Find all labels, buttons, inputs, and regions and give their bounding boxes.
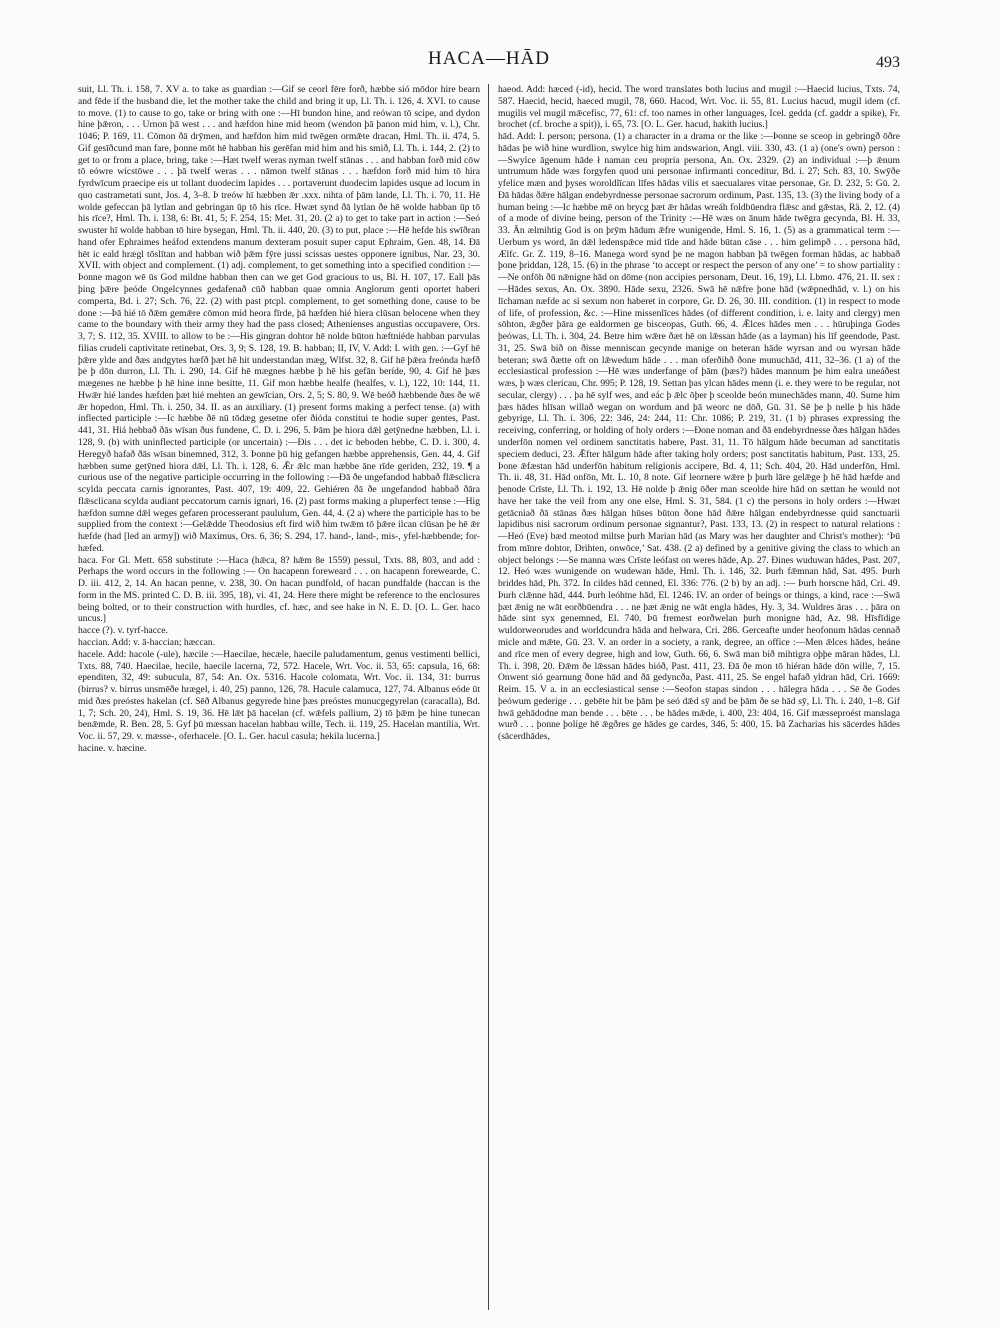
entry-hacele: hacele. Add: hacole (-ule), hæcile :—Haecilae, hecæle, haecile paludamentum, genus vestimenti bellici, Txts. 88, 740. Haecilae, hecile, haecile lacerna, 72, 572. Hacele, Wrt. Voc. ii. 53, 65: capsula, 16, 68: ependiten, 32, 49: subucula, 87, 54: An. Ox. 5316. Hacole colomata, Wrt. Voc. ii. 134, 31: burrus (birrus? v. birrus unsmēðe hrægel, i. 40, 25) panno, 126, 78. Hacule calamuca, 127, 74. Albanus eóde ūt mid ðæs preóstes hakelan (cf. Sēð Albanus gegyrede hine þæs preóstes munucgegyrelan (caracalla), Bd. 1, 7; Sch. 20, 24), Hml. S. 19, 36. Hē lǣt þā hacelan (cf. wǣfels pallium, 2) tō þǣm þe hine tunecan benǣmde, R. Ben. 28, 5. Gyf þū mæssan hacelan habbau wille, Tech. ii. 119, 25. Hacelan mantilia, Wrt. Voc. ii. 57, 29. v. mæsse-, oferhacele. [O. L. Ger. hacul casula; hekila lucerna.] [78,648,480,743]
page-header [78,46,900,74]
entry-hacce: hacce (?). v. tyrf-hacce. [78,625,168,637]
entry-haccian: haccian. Add: v. ā-haccian; hæccan. [78,636,216,648]
entry-habban-continued: suit, Ll. Th. i. 158, 7. XV a. to take as guardian :—Gif se ceorl fēre forð, hæbbe sió mōdor hire bearn and fēde if the husband die, let the mother take the child and bring it up, Ll. Th. i. 126, 4. XVI. to cause to move. (1) to cause to go, take or bring with one :—Hī bundon hine, and reówan tō scipe, and dydon hine þǣron, . . . Urnon þā west . . . and hæfdon hine mid heom (wendon þā þanon mid him, v. l.), Chr. 1046; P. 169, 11. Cōmon ðā drȳmen, and hæfdon him mid twēgen ormǣte dracan, Hml. Th. ii. 474, 5. Gif gesīðcund man fare, þonne mōt hē habban his gerēfan mid him and his smið, Ll. Th. i. 144, 2. (2) to get to or from a place, bring, take :—Hæt twelf weras nyman twelf stānas . . . and habban forð mid cōw tō eówre wícstōwe . . . þā twelf weras . . . nāmon twelf stānas . . . hæfdon forð mid him tō hira fyrdwīcum praecipe eis ut tollant duodecim lapides . . . portaverunt duodecim lapides usque ad locum in quo castrametati sunt, Jos. 4, 3–8. Þ treów hī hæbben ǣr .xxx. nihta of þām lande, Ll. Th. i. 70, 11. Hē wolde gefeccan þā lytlan and gebringan ūp tō his rīce. Hwæt synd ðā lytlan ðe hē wolde habban ūp tō his rīce?, Hml. Th. i. 138, 6: Bt. 41, 5; F. 254, 15: Met. 31, 20. (2 a) to get to take part in action :—Seó swuster hī wolde habban tō hire bysegan, Hml. Th. ii. 440, 20. (3) to put, place :—Hē hefde his swīðran hand ofer Ephraimes heáfod extendens manum dexteram posuit super caput Ephraim, Gen. 48, 14. Ðā hēt ic eald hrægl tōslītan and habban wið þǣm fȳre jussi scissas uestes opponere ignibus, Nar. 23, 30. XVII. with object and complement. (1) adj. complement, to get something into a specified condition :—Þonne magon wē ūs God mildne habban then can we get God gracious to us, Bl. H. 107, 17. Eall þās þing þǣre þeóde Ongelcynnes gedafenað cūð habban quae omnia Anglorum genti oportet haberi comperta, Bd. i. 27; Sch. 76, 22. (2) with past ptcpl. complement, to get something done, cause to be done :—Þā hié tō ðǣm gemǣre cōmon mid heora fīrde, þā hæfden hié hiera clūsan belocene when they came to the boundary with their army they had the pass closed; Athenienses angustias occupavere, Ors. 3, 7; S. 112, 35. XVIII. to allow to be :—His gingran dohtor hē nolde būton hæftniéde habban parvulas filias crudeli captivitate retinebat, Ors. 3, 9; S. 128, 19. B. habban; II, IV, V. Add: I. with gen. :—Gyf hē þǣre ylde and ðæs andgytes hæfð þæt hē hit understandan mæg, Wlfst. 32, 8. Gif hē þǣra freónda hæfð þe þ dōn durron, Ll. Th. i. 290, 14. Gif hē mægnes hæbbe þ hē his gefān beríde, 90, 4. Gif hē þæs mægenes ne hæbbe þ hē hine inne besitte, 11. Gif mon hæbbe healfe (healfes, v. l.), 122, 10: 144, 11. Hwǣr hié landes hæfden þæt hié mehten an gewīcian, Ors. 2, 5; S. 80, 9. Wē beóð hæbbende ðæs ðe wē ǣr hopedon, Hml. Th. i. 250, 34. II. as an auxiliary. (1) present forms making a perfect tense. (a) with inflected participle :—Ic hæbbe ðē nū tōdæg gesetne ofer ðióda constitui te hodie super gentes, Past. 441, 31. Hiá hebbað ðās wīsan ðus fundene, C. D. i. 296, 5. Þām þe hiora dǣl getȳnedne hæbben, Ll. i. 128, 9. (b) with uninflected participle (or uncertain) :—Ðis . . . det ic beboden hebbe, C. D. i. 300, 4. Heregyð hafað ðās wīsan binemned, 312, 3. Þonne þū hig gefangen hæbbe apprehensis, Gen. 44, 4. Gif hæbben sume getȳned hiora dǣl, Ll. Th. i. 128, 6. Ǣr ǣlc man hæbbe āne rīde geriden, 232, 19. ¶ a curious use of the negative participle occurring in the following :—Ðā ðe ungefandod habbað flǣsclicra scylda peccata carnis ignorantes, Past. 407, 19: 409, 22. Gehiéren ðā ðe ungefandod habbað ðāra flǣsclicana scylda audiant peccatorum carnis ignari, 16. (2) past forms making a pluperfect tense :—Hig hæfdon sumne dǣl weges gefaren processerant paululum, Gen. 44, 4. (2 a) where the participle has to be supplied from the context :—Gelǣdde Theodosius eft fird wið him twǣm tō þǣre ilcan clūsan þe hē ǣr hæfde (had [led an army]) wið Maximus, Ors. 6, 36; S. 294, 17. hand-, land-, mis-, yfel-hæbbende; for-hæfed. [78,84,480,554]
entry-had: hād. Add: I. person; persona. (1) a character in a drama or the like :—Þonne se sceop in gebringð ōðre hādas þe wið hine wurdlion, swylce hig him andswarion, Angl. viii. 330, 43. (1 a) (one's own) person :—Swylce āgenum hāde ł naman ceu propria persona, An. Ox. 2329. (2) an individual :—þ ǣnum untrumum hāde wæs forgyfen quod uni personae infirmanti conceditur, Bd. i. 27; Sch. 83, 10. Swȳðe yfelice mæn and þyses woroldlīcan līfes hādas vilis et saecualares vitae personae, Gr. D. 232, 5: Gū. 2. Ðā hādas ðǣre hālgan endebyrdnesse personae sacrorum ordinum, Past. 135, 13. (3) the living body of a human being :—Ic hæbbe mē on brycg þæt ǣr hādas wreáh foldbūendra flǣsc and gǣstas, Rä. 2, 12. (4) of a mode of divine being, person of the Trinity :—Hē wæs on ānum hāde twēgra gecynda, Bl. H. 33, 33. Ān ælmihtig God is on þrȳm hādum ǣfre wunigende, Hml. S. 16, 1. (5) as a grammatical term :—Uerbum ys word, ān dǣl ledenspǣce mid tīde and hāde būtan cāse . . . him gelimpð . . . persona hād, Ælfc. Gr. Z. 119, 8–16. Manega word synd þe ne magon habban þā twēgen forman hādas, ac habbað þone þriddan, 128, 15. (6) in the phrase ‘to accept or respect the person of any one’ = to show partiality :—Ne onfōh ðū nǣnigne hād on dōme (non accipies personam, Deut. 16, 19), Ll. Lbmo. 476, 21. II. sex :—Hādes sexus, An. Ox. 3890. Hāde sexu, 2326. Swā hē nǣfre þone hād (wǣpnedhād, v. l.) on his līchaman næfde ac si sexum non haberet in corpore, Gr. D. 26, 30. III. condition. (1) in respect to mode of life, of profession, &c. :—Hine missenlīces hādes (of different condition, i. e. laity and clergy) men sōhton, ǣgðer þāra ge ealdormen ge bisceopas, Guth. 66, 4. Ǣlces hādes men . . . hūruþinga Godes þeówas, Ll. Th. i. 304, 24. Betre him wǣre ðæt hē on lǣssan hāde (as a layman) his līf geendode, Past. 31, 25. Swā bið on ðisse menniscan gecynde manige on beteran hāde wyrsan and ou wyrsan hāde beteran; swā ðætte oft on lǣwedum hāde . . . man oferðihð ðone munuchād, 411, 32–36. (1 a) of the ecclesiastical profession :—Hē wæs underfange of þām (þæs?) hādes mannum þe him ealra uneáðest wæs, þ wæs clericau, Chr. 995; P. 128, 19. Settan þas ylcan hādes menn (i. e. they were to be regular, not secular, clergy) . . . þa hē sylf wes, and eác þ ǣlc ōþer þ sceolde beón munechādes mann, 40. Sume him þæs hādes hlīsan willað wegan on wordum and þā weorc ne dōð, Gū. 31. Sē þe þ nelle þ his hāde gebyrige, Ll. Th. i. 306, 22: 346, 24: 244, 11: Chr. 1086; P. 219, 31. (1 b) phrases expressing the receiving, conferring, or holding of holy orders :—Ðone noman and ðā endebyrdnesse ðæs hālgan hādes underfōn nomen vel ordinem sanctitatis habere, Past. 31, 11. Tō hālgum hāde becuman ad sanctitatis speciem deduci, 23. Ǣfter hālgum hāde after taking holy orders; post sanctitatis habitum, Past. 133, 25. Þone ǣfæstan hād underfōn habitum religionis accipere, Bd. 4, 11; Sch. 404, 20. Hād underfōn, Hml. Th. ii. 48, 31. Hād onfōn, Mt. L. 10, 8 note. Gif leornere wǣre þ þurh lāre gelǣge þ hē hād hæfde and þenode Crīste, Ll. Th. i. 192, 13. Hē nolde þ ǣnig ōðer man sceolde hire hād on sættan he would not have her take the veil from any one else, Hml. S. 31, 584. (1 c) the persons in holy orders :—Hwæt getācniað ðā stānas ðæs hālgan hūses būton ðone hād ðǣre hālgan endebyrdnesse quid sanctuarii lapidibus nisi sacrorum ordinum personae signantur?, Past. 133, 13. (2) in respect to natural relations :—Heó (Eve) bæd meotod miltse þurh Marian hād (as Mary was her daughter and Christ's mother): ‘Þū from mīnre dohtor, Drihten, onwōce,’ Sat. 438. (2 a) defined by a genitive giving the class to which an object belongs :—Se manna wæs Crīste leófast on weres hāde, Ap. 27. Ðines wuduwan hādes, Past. 207, 12. Heó wæs wunigende on wudewan hāde, Hml. Th. i. 146, 32. Þurh fǣmnan hād, Sat. 495. Þurh briddes hād, Ph. 372. In cildes hād cenned, El. 336: 776. (2 b) by an adj. :— Þurh horscne hād, Cri. 49. Þurh clǣnne hād, 444. Þurh leóhtne hād, El. 1246. IV. an order of beings or things, a kind, race :—Swā þæt ǣnig ne wāt eorðbūendra . . . ne þæt ǣnig ne wāt engla hādes, Hy. 3, 34. Wuldres āras . . . þāra on hāde sint syx genemned, El. 740. Þū fremest eorðwelan þurh monigne hād, Az. 98. Hīsfīdige wuldorweorudes and worldcundra hāda and helwara, Cri. 286. Gerceafte under heofonum hādas cennað micle and mǣte, Gū. 23. V. an order in a society, a rank, degree, an office :—Men ǣlces hādes, heáne and rīce men of every degree, high and low, Guth. 66, 6. Swā man bið mihtigra oþþe māran hādes, Ll. Th. i. 398, 20. Ðǣm ðe lǣssan hādes bióð, Past. 411, 23. Ðā ðe mon tō hiéran hāde dōn wille, 7, 15. Onwent sió gearnung ðone hād and ðā gedyncða, Past. 411, 25. Se engel hafað yldran hād, Cri. 1669: Reim. 15. V a. in an ecclesiastical sense :—Seofon stapas sindon . . . hālegra hāda . . . Sē ðe Godes þeówum gederige . . . gebēte hit be þām þe seó dǣd sȳ and be þām ðe se hād sȳ, Ll. Th. i. 240, 1–8. Gif hwā gehādodne man bende . . . bēte . . . be hādes mǣde, i. 400, 23: 404, 16. Gif mæsseproést manslaga wurð . . . þonne þolige hē ǣgðres ge hādes ge cardes, 346, 5: 400, 15. Þā Zacharias his sācerdes hādes (sācerdhādes, [498,131,900,743]
entry-hacine: hacine. v. hæcine. [78,742,147,754]
text-columns [78,84,900,1310]
entry-haca: haca. For Gl. Mett. 658 substitute :—Haca (hǣca, 8? hǣm 8e 1559) pessul, Txts. 88, 803, and add : Perhaps the word occurs in the following :— On hacapenn foreweard . . . on hacapenn forewearde, C. D. iii. 412, 2, 14. An hacan penne, v. 238, 30. On hacan pundfold, of hacan pundfalde (haccan is the form in the MS. printed C. D. B. iii. 395, 18), vi. 41, 24. Here there might be reference to the enclosures being bolted, or to their construction with hurdles, cf. hæc, and see hake in N. E. D. [O. L. Ger. haco uncus.] [78,554,480,625]
right-column [498,84,900,1310]
left-column [78,84,480,1310]
page-number: 493 [876,54,900,71]
running-head: HACA—HĀD [428,48,550,69]
entry-haeod: haeod. Add: hæced (-id), hecid. The word translates both lucius and mugil :—Haecid lucius, Txts. 74, 587. Haecid, hecid, haeced mugil, 78, 660. Hacod, Wrt. Voc. ii. 55, 81. Lucius hacud, mugil idem (cf. mugilis vel mugil mǣcefisc, 77, 61: cf. too names in other languages, Icel. gedda (cf. gaddr a spike), Fr. brochet (cf. broche a spit)), i. 65, 73. [O. L. Ger. hacud, hakith lucius.] [498,84,900,131]
